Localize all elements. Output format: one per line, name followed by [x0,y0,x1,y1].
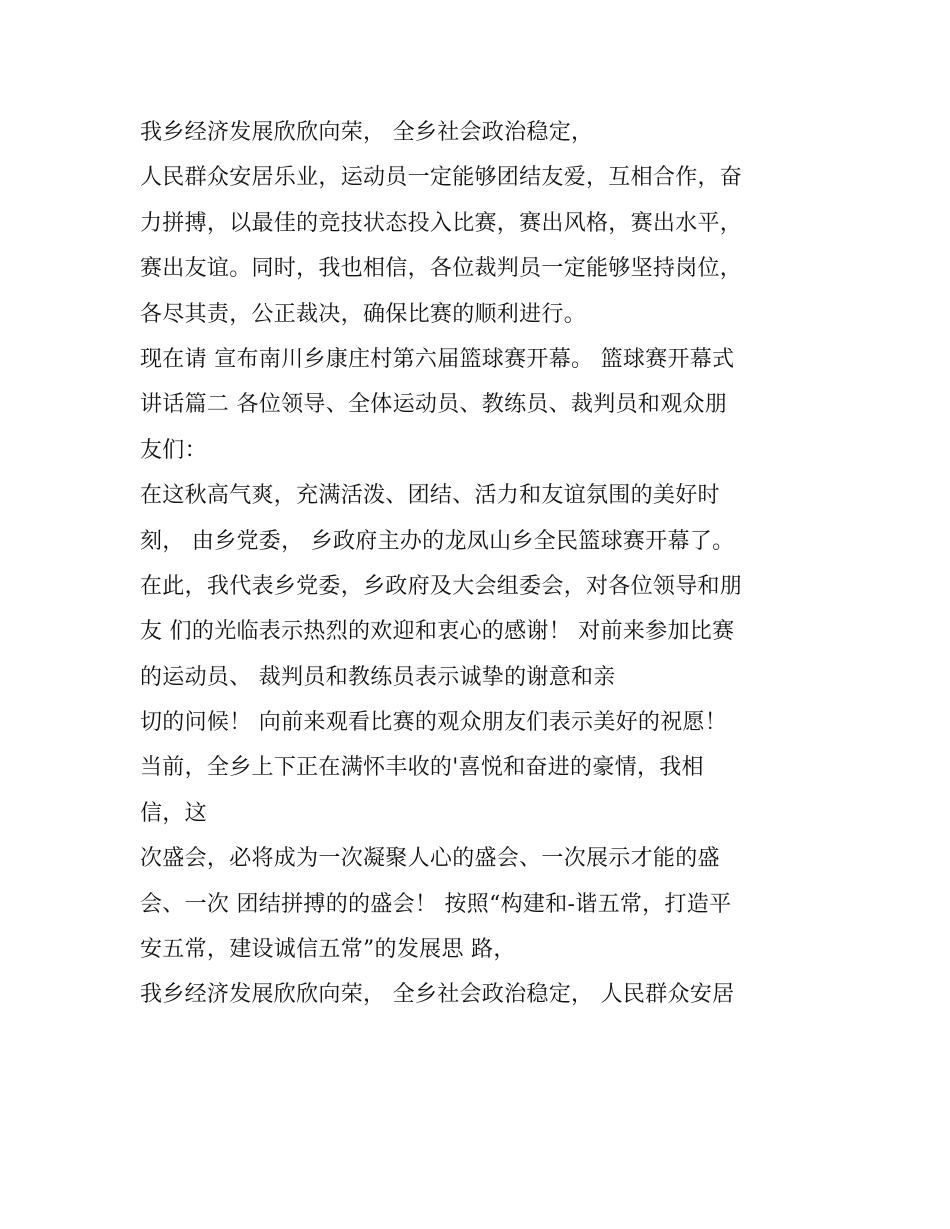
text-line: 切的问候！ 向前来观看比赛的观众朋友们表示美好的祝愿！ [140,710,728,736]
text-line: 会、一次 团结拼搏的的盛会！ 按照“构建和-谐五常，打造平 [140,891,732,917]
body-text [140,110,830,1018]
text-line: 力拼搏，以最佳的竞技状态投入比赛，赛出风格，赛出水平， [140,210,743,236]
text-line: 在此，我代表乡党委，乡政府及大会组委会，对各位领导和朋 [140,573,743,599]
text-line: 人民群众安居乐业，运动员一定能够团结友爱，互相合作，奋 [140,165,743,191]
text-line: 现在请 宣布南川乡康庄村第六届篮球赛开幕。 篮球赛开幕式 [140,346,735,372]
text-line: 信，这 [140,800,207,826]
text-line: 我乡经济发展欣欣向荣， 全乡社会政治稳定， [140,120,594,145]
text-line: 友们： [140,437,207,463]
text-line: 各尽其责，公正裁决，确保比赛的顺利进行。 [140,301,587,327]
text-line: 讲话篇二 各位领导、全体运动员、教练员、裁判员和观众朋 [140,392,728,418]
text-line: 安五常，建设诚信五常”的发展思 路， [140,937,516,963]
text-line: 当前，全乡上下正在满怀丰收的'喜悦和奋进的豪情，我相 [140,755,704,781]
text-line: 我乡经济发展欣欣向荣， 全乡社会政治稳定， 人民群众安居 [140,982,735,1008]
text-line: 刻， 由乡党委， 乡政府主办的龙凤山乡全民篮球赛开幕了。 [140,528,735,554]
text-line: 友 们的光临表示热烈的欢迎和衷心的感谢！ 对前来参加比赛 [140,619,735,645]
text-line: 赛出友谊。同时，我也相信，各位裁判员一定能够坚持岗位， [140,256,743,282]
text-line: 次盛会，必将成为一次凝聚人心的盛会、一次展示才能的盛 [140,846,720,872]
text-line: 的运动员、 裁判员和教练员表示诚挚的谢意和亲 [140,664,616,690]
text-line: 在这秋高气爽，充满活泼、团结、活力和友谊氛围的美好时 [140,483,720,509]
